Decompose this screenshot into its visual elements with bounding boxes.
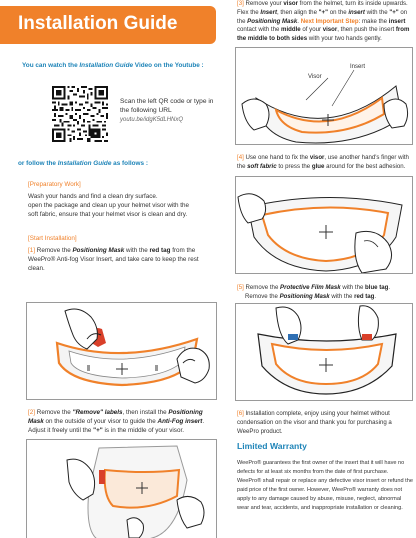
step3-b4: insert [348, 8, 365, 16]
step5-t5: with the [329, 293, 355, 300]
step5-t6: . [374, 293, 377, 300]
prep-heading: [Preparatory Work] [28, 181, 81, 188]
qr-code[interactable] [52, 86, 108, 142]
page-title: Installation Guide [18, 13, 178, 34]
prep-line-2: open the package and clean up your helmet visor with the [28, 202, 190, 209]
step4-number: [4] [237, 154, 244, 161]
visor-label: Visor [308, 74, 322, 80]
step3-b10: from [395, 26, 410, 34]
step3-b9: visor [322, 26, 338, 34]
step5-t2: with the [340, 284, 366, 291]
step4-t3: the [237, 163, 248, 170]
step3-b7: insert [388, 17, 406, 25]
step3-t5: on the [328, 8, 349, 16]
video-text-before: You can watch the [22, 62, 80, 69]
prep-text [28, 192, 228, 219]
step3-t1: Remove your [243, 0, 284, 7]
step2-b3: Mask [28, 418, 44, 425]
step1-b2: red tag [149, 247, 171, 254]
warranty-title: Limited Warranty [237, 441, 307, 451]
step2-t5: Adjust it freely until the [28, 427, 94, 434]
step3-b5: "+" [389, 8, 399, 16]
step5-b1: Protective Film Mask [280, 284, 341, 291]
step5-t4: Remove the [245, 293, 280, 300]
step1-t2: with the [124, 247, 150, 254]
insert-label: Insert [350, 64, 366, 70]
step1-text [28, 246, 228, 273]
step2-t6: is in the middle of your visor. [102, 427, 184, 434]
step2-b2: Positioning [168, 409, 203, 416]
step5-text [237, 283, 416, 301]
follow-text-italic: Installation Guide [57, 160, 112, 167]
qr-instruction: Scan the left QR code or type in the following URL [120, 98, 214, 114]
step4-t4: to press the [276, 163, 312, 170]
step3-t12: of your [300, 26, 323, 34]
step2-illustration [26, 439, 217, 538]
step3-important: Next Important Step [300, 17, 359, 25]
step4-t5: around for the best adhesion. [324, 163, 406, 170]
step6-line-3: WeePro product. [237, 428, 283, 435]
step3-number: [3] [237, 0, 244, 7]
step5-number: [5] [237, 284, 244, 291]
qr-url-text[interactable]: youtu.be/idgK5dLHNxQ [120, 117, 184, 123]
step3-b2: Insert [260, 8, 277, 16]
step3-t14: with your two hands gently. [307, 35, 382, 43]
video-text-after: Video on the Youtube : [133, 62, 204, 69]
follow-text-before: or follow the [18, 160, 58, 167]
step3-b3: "+" [318, 8, 328, 16]
step3-b8: middle [281, 26, 301, 34]
step4-illustration [235, 176, 413, 274]
step3-t8: the [237, 17, 248, 25]
step3-t7: on [398, 8, 408, 16]
title-banner [0, 6, 216, 44]
step3-illustration [235, 47, 413, 145]
follow-instruction [18, 160, 148, 167]
step3-t6: with the [364, 8, 390, 16]
step3-t11: contact with the [237, 26, 282, 34]
step4-b1: visor [309, 154, 325, 161]
video-text-italic: Installation Guide [79, 62, 134, 69]
follow-text-after: as follows : [111, 160, 148, 167]
step2-number: [2] [28, 409, 36, 416]
start-heading: [Start Installation] [28, 235, 77, 242]
step3-text [237, 0, 416, 44]
prep-line-1: Wash your hands and find a clean dry surface. [28, 193, 158, 200]
step1-t1: Remove the [35, 247, 73, 254]
step1-illustration [26, 302, 217, 400]
step5-t3: . [388, 284, 391, 291]
step2-t3: on the outside of your visor to guide the [43, 418, 158, 425]
step4-t2: , use another hand's finger with [324, 154, 409, 161]
step6-t1: Installation complete, enjoy using your helmet without [243, 410, 390, 417]
step4-b3: glue [311, 163, 325, 170]
step5-b2: blue tag [365, 284, 389, 291]
step3-b6: Positioning Mask [247, 17, 298, 25]
step2-t1: Remove the [35, 409, 73, 416]
step5-b3: Positioning Mask [279, 293, 330, 300]
step6-line-2: condensation on the visor and thank you for purchasing a [237, 419, 392, 426]
prep-line-3: soft fabric, ensure that your helmet visor is clean and dry. [28, 211, 188, 218]
step3-t9: . [297, 17, 301, 25]
step3-t10: : make the [358, 17, 389, 25]
step5-t1: Remove the [243, 284, 281, 291]
step1-line-3: clean. [28, 265, 45, 272]
step2-b4: Anti-Fog insert [157, 418, 203, 425]
step2-t2: , then install the [122, 409, 169, 416]
step2-t4: . [202, 418, 205, 425]
step2-b5: "+" [93, 427, 103, 434]
step3-t3: Flex the [237, 8, 261, 16]
step5-illustration [235, 303, 413, 401]
video-instruction [22, 62, 204, 69]
step4-text [237, 153, 416, 171]
step2-text [28, 408, 228, 435]
step2-b1: "Remove" labels [72, 409, 123, 416]
step4-b2: soft fabric [247, 163, 277, 170]
step6-number: [6] [237, 410, 244, 417]
warranty-text: WeePro® guarantees the first owner of the insert that it will have no defects for at least six months from the date of first purchase. WeePro® shall repair or replace any defective visor insert or refund the paid price of the first owner. However, WeePro® warranty does not apply to any damage caused by abuse, misuse, neglect, abnormal wear and tear, accidents, and inappropriate installation or cleaning. [237, 460, 413, 511]
step1-b1: Positioning Mask [72, 247, 125, 254]
step1-t3: from the [170, 247, 196, 254]
step6-text [237, 409, 416, 436]
step1-line-2: WeePro® Anti-fog Visor Insert, and take care to keep the rest [28, 256, 199, 263]
step3-t2: from the helmet, turn its inside upwards. [297, 0, 408, 7]
step3-b1: visor [283, 0, 298, 7]
step3-b11: the middle to both sides [237, 35, 308, 43]
step4-t1: Use one hand to fix the [243, 154, 310, 161]
step5-b4: red tag [354, 293, 375, 300]
step1-number: [1] [28, 247, 36, 254]
step3-t4: , then align the [276, 8, 319, 16]
step3-t13: , then push the insert [337, 26, 396, 34]
